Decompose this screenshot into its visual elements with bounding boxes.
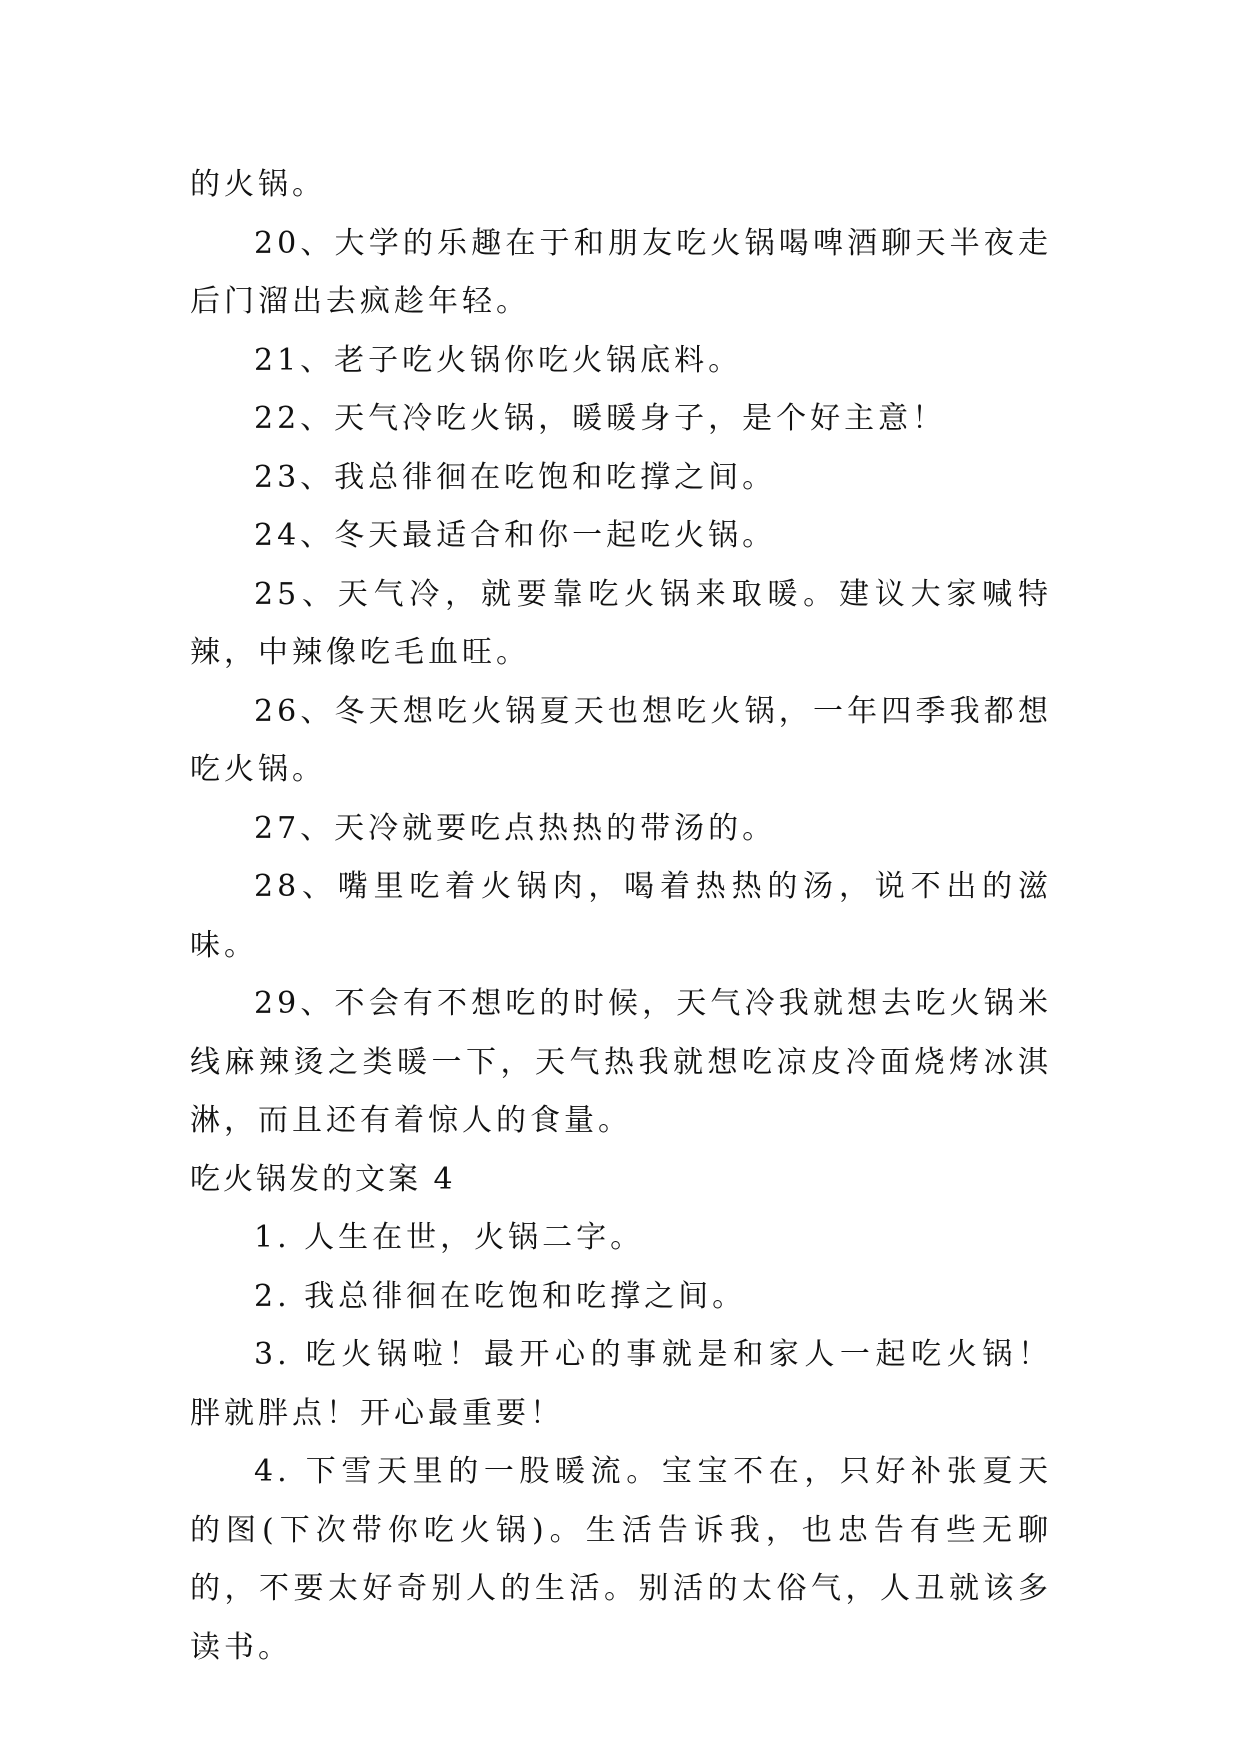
list-item-27: 27、天冷就要吃点热热的带汤的。 bbox=[254, 810, 777, 846]
list-item-20: 20、大学的乐趣在于和朋友吃火锅喝啤酒聊天半夜走后门溜出去疯趁年轻。 bbox=[190, 225, 1052, 319]
list-item-25: 25、天气冷，就要靠吃火锅来取暖。建议大家喊特辣，中辣像吃毛血旺。 bbox=[190, 576, 1052, 670]
list-item-21: 21、老子吃火锅你吃火锅底料。 bbox=[254, 342, 743, 378]
document-body bbox=[190, 156, 1052, 1677]
list-item-28: 28、嘴里吃着火锅肉，喝着热热的汤，说不出的滋味。 bbox=[190, 869, 1052, 963]
list-item-23: 23、我总徘徊在吃饱和吃撑之间。 bbox=[254, 459, 777, 495]
list-item-3: 3. 吃火锅啦！最开心的事就是和家人一起吃火锅！胖就胖点！开心最重要！ bbox=[190, 1337, 1052, 1431]
section-heading: 吃火锅发的文案 4 bbox=[190, 1161, 456, 1197]
list-item-29: 29、不会有不想吃的时候，天气冷我就想去吃火锅米线麻辣烫之类暖一下，天气热我就想吃凉皮冷面烧烤冰淇淋，而且还有着惊人的食量。 bbox=[190, 986, 1052, 1138]
list-item-2: 2. 我总徘徊在吃饱和吃撑之间。 bbox=[254, 1278, 747, 1314]
list-item-26: 26、冬天想吃火锅夏天也想吃火锅，一年四季我都想吃火锅。 bbox=[190, 693, 1052, 787]
list-item-4: 4. 下雪天里的一股暖流。宝宝不在，只好补张夏天的图(下次带你吃火锅)。生活告诉我，也忠告有些无聊的，不要太好奇别人的生活。别活的太俗气，人丑就该多读书。 bbox=[190, 1454, 1052, 1665]
list-item-24: 24、冬天最适合和你一起吃火锅。 bbox=[254, 518, 777, 553]
paragraph-continuation: 的火锅。 bbox=[190, 167, 326, 202]
list-item-22: 22、天气冷吃火锅，暖暖身子，是个好主意！ bbox=[254, 401, 947, 436]
list-item-1: 1. 人生在世，火锅二字。 bbox=[254, 1220, 645, 1255]
